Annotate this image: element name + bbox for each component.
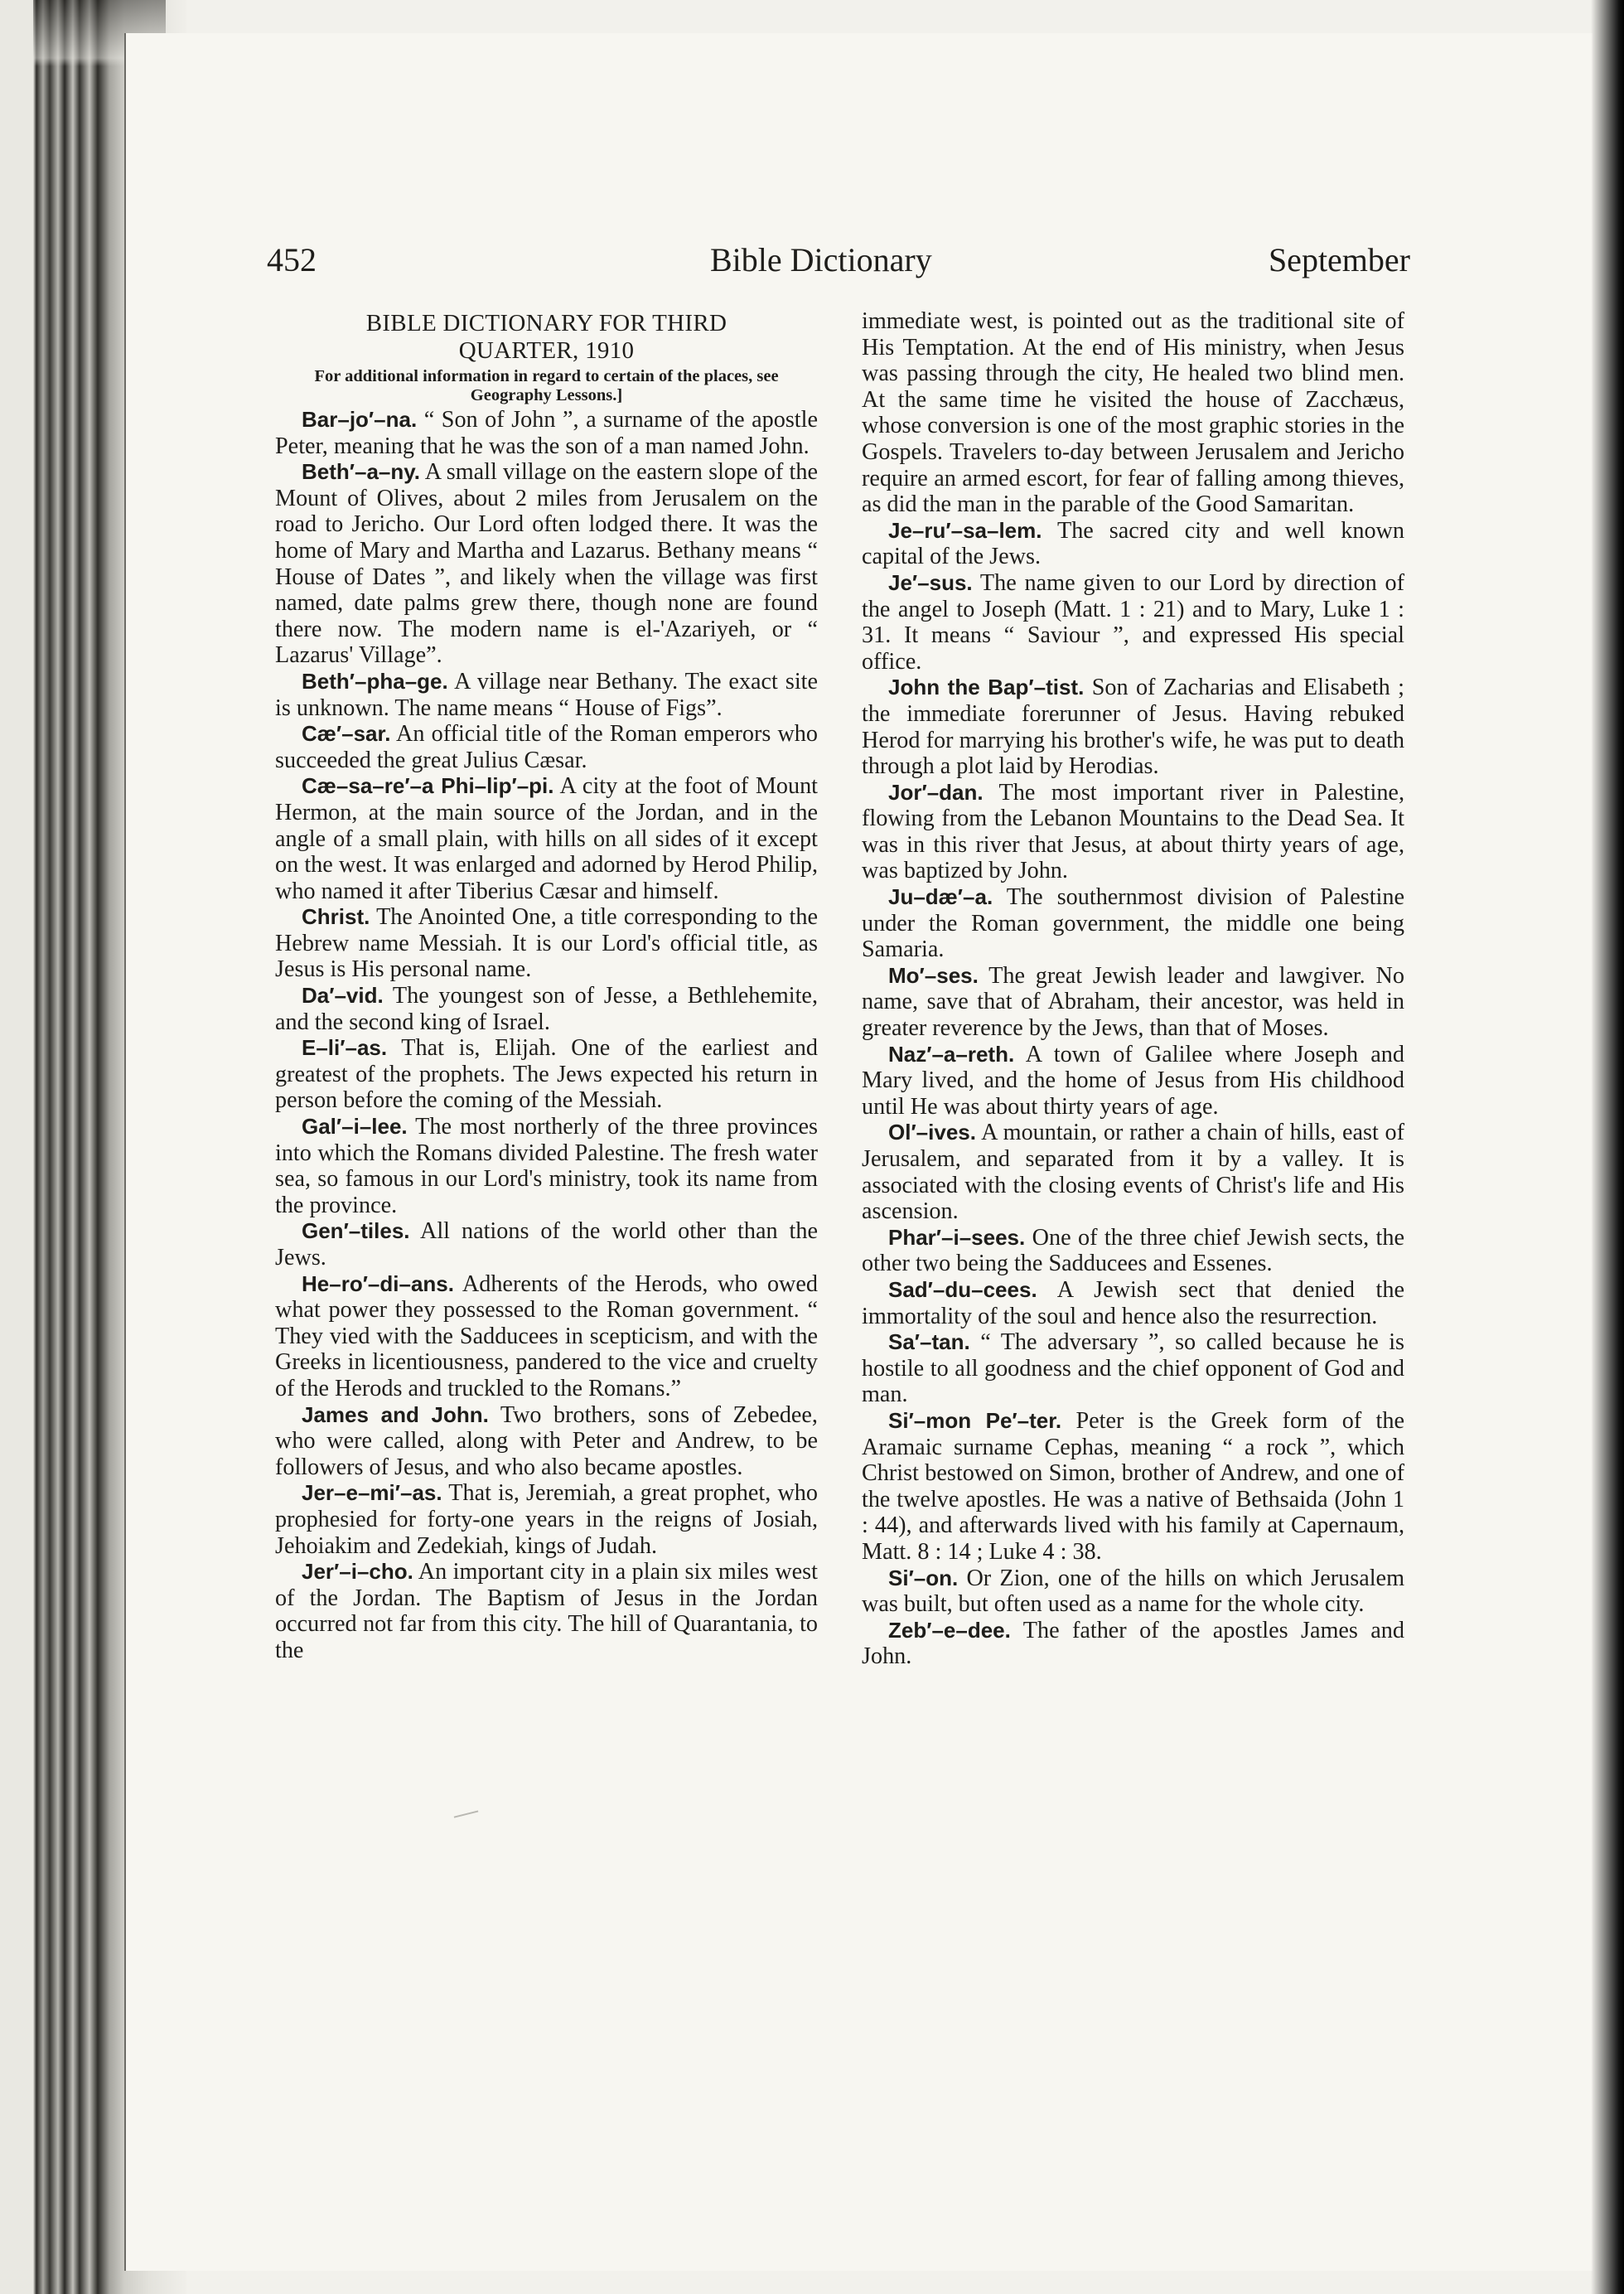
- entry-definition: The youngest son of Jesse, a Bethlehemite, and the second king of Israel.: [275, 983, 818, 1035]
- entry-headword: Sad′–du–cees.: [888, 1276, 1037, 1302]
- section-title-line1: BIBLE DICTIONARY FOR THIRD: [365, 310, 727, 336]
- dictionary-entry: [862, 570, 1404, 675]
- entry-headword: Sa′–tan.: [888, 1329, 970, 1355]
- entry-definition: A mountain, or rather a chain of hills, east of Jerusalem, and separated from it by a valley. It is associated with the closing events of Christ's life and His ascension.: [862, 1120, 1404, 1225]
- entry-headword: Si′–mon Pe′–ter.: [888, 1407, 1062, 1433]
- entry-headword: Gen′–tiles.: [302, 1218, 410, 1244]
- entry-definition: The most northerly of the three provinces into which the Romans divided Palestine. The fresh water sea, so famous in our Lord's ministry, took its name from the province.: [275, 1114, 818, 1218]
- entry-headword: John the Bap′–tist.: [888, 675, 1085, 700]
- section-note: For additional information in regard to certain of the places, see Geography Lessons.]: [314, 367, 779, 404]
- entry-headword: Je′–sus.: [888, 569, 973, 595]
- dictionary-entry: [862, 1277, 1404, 1329]
- entry-definition: The most important river in Palestine, flowing from the Lebanon Mountains to the Dead Sea. It was in this river that Jesus, at about thirty years of age, was baptized by John.: [862, 779, 1404, 884]
- dictionary-entry: [862, 1042, 1404, 1120]
- dictionary-entry: [862, 308, 1404, 518]
- entry-headword: Si′–on.: [888, 1565, 959, 1590]
- page-number: 452: [267, 241, 317, 278]
- right-entry-list: [862, 308, 1404, 1670]
- dictionary-entry: [862, 963, 1404, 1042]
- entry-headword: Cæ′–sar.: [302, 721, 391, 747]
- dictionary-entry: [862, 884, 1404, 963]
- entry-headword: Jer–e–mi′–as.: [302, 1480, 442, 1506]
- entry-headword: Jer′–i–cho.: [302, 1559, 413, 1585]
- entry-headword: James and John.: [302, 1401, 489, 1427]
- dictionary-entry: [275, 1480, 818, 1559]
- entry-headword: Ju–dæ′–a.: [888, 884, 993, 910]
- entry-definition: immediate west, is pointed out as the traditional site of His Temptation. At the end of His ministry, when Jesus was passing through the city, He healed two blind men. At the same time he visited the house of Zacchæus, whose conversion is one of the most graphic stories in the Gospels. Travelers to-day between Jerusalem and Jericho require an armed escort, for fear of falling among thieves, as did the man in the parable of the Good Samaritan.: [862, 308, 1404, 518]
- dictionary-entry: [275, 1402, 818, 1481]
- entry-headword: Beth′–a–ny.: [302, 459, 421, 485]
- entry-headword: Ol′–ives.: [888, 1120, 976, 1145]
- dictionary-entry: [275, 1114, 818, 1218]
- entry-definition: Two brothers, sons of Zebedee, who were called, along with Peter and Andrew, to be followers of Jesus, and who also became apostles.: [275, 1401, 818, 1480]
- entry-definition: One of the three chief Jewish sects, the other two being the Sadducees and Essenes.: [862, 1224, 1404, 1277]
- entry-headword: E–li′–as.: [302, 1035, 388, 1061]
- entry-headword: Mo′–ses.: [888, 962, 979, 988]
- entry-definition: A city at the foot of Mount Hermon, at the main source of the Jordan, and in the angle of a small plain, with hills on all sides of it except on the west. It was enlarged and adorned by Herod Philip, who named it after Tiberius Cæsar and himself.: [275, 773, 818, 904]
- dictionary-entry: [275, 1218, 818, 1270]
- entry-definition: The sacred city and well known capital of the Jews.: [862, 517, 1404, 570]
- entry-headword: Je–ru′–sa–lem.: [888, 517, 1042, 543]
- left-column: [275, 308, 818, 1664]
- entry-definition: The Anointed One, a title corresponding to the Hebrew name Messiah. It is our Lord's official title, as Jesus is His personal name.: [275, 904, 818, 983]
- dictionary-entry: [862, 1408, 1404, 1566]
- entry-definition: That is, Jeremiah, a great prophet, who prophesied for forty-one years in the reigns of Josiah, Jehoiakim and Zedekiah, kings of Judah.: [275, 1480, 818, 1559]
- dictionary-entry: [862, 1329, 1404, 1408]
- entry-headword: Bar–jo′–na.: [302, 407, 418, 432]
- dictionary-entry: [862, 1618, 1404, 1670]
- left-entry-list: [275, 407, 818, 1664]
- entry-headword: Da′–vid.: [302, 983, 384, 1009]
- entry-headword: Cæ–sa–re′–a Phi–lip′–pi.: [302, 773, 554, 799]
- dictionary-entry: [275, 1559, 818, 1663]
- entry-definition: An official title of the Roman emperors who succeeded the great Julius Cæsar.: [275, 721, 818, 773]
- dictionary-entry: [275, 1271, 818, 1402]
- entry-definition: Son of Zacharias and Elisabeth ; the immediate forerunner of Jesus. Having rebuked Herod for marrying his brother's wife, he was put to death through a plot laid by Herodias.: [862, 675, 1404, 780]
- dictionary-entry: [275, 721, 818, 773]
- entry-definition: A Jewish sect that denied the immortality of the soul and hence also the resurrection.: [862, 1276, 1404, 1329]
- section-title: [275, 310, 818, 365]
- entry-definition: That is, Elijah. One of the earliest and greatest of the prophets. The Jews expected his return in person before the coming of the Messiah.: [275, 1035, 818, 1114]
- dictionary-entry: [275, 459, 818, 669]
- entry-headword: Gal′–i–lee.: [302, 1114, 408, 1140]
- running-title: Bible Dictionary: [710, 241, 932, 278]
- dictionary-entry: [275, 983, 818, 1035]
- section-title-line2: QUARTER, 1910: [458, 337, 635, 364]
- dictionary-entry: [862, 1120, 1404, 1224]
- entry-definition: All nations of the world other than the Jews.: [275, 1218, 818, 1270]
- running-month: September: [1268, 241, 1410, 278]
- entry-headword: Beth′–pha–ge.: [302, 668, 448, 694]
- dictionary-entry: [862, 1225, 1404, 1277]
- dictionary-entry: [862, 518, 1404, 570]
- entry-definition: Adherents of the Herods, who owed what power they possessed to the Roman government. “ They vied with the Sadducees in scepticism, and with the Greeks in licentiousness, pandered to the vice and cruelty of the Herods and truckled to the Romans.”: [275, 1270, 818, 1401]
- entry-definition: An important city in a plain six miles west of the Jordan. The Baptism of Jesus in the Jordan occurred not far from this city. The hill of Quarantania, to the: [275, 1559, 818, 1663]
- dictionary-entry: [275, 669, 818, 721]
- dictionary-entry: [275, 407, 818, 459]
- entry-definition: The southernmost division of Palestine under the Roman government, the middle one being Samaria.: [862, 884, 1404, 963]
- entry-headword: Phar′–i–sees.: [888, 1224, 1026, 1250]
- right-edge-shadow: [1591, 0, 1624, 2294]
- entry-headword: He–ro′–di–ans.: [302, 1270, 454, 1296]
- dictionary-entry: [862, 675, 1404, 779]
- right-column: [862, 308, 1404, 1670]
- entry-headword: Naz′–a–reth.: [888, 1041, 1015, 1067]
- entry-definition: The name given to our Lord by direction of the angel to Joseph (Matt. 1 : 21) and to Mary, Luke 1 : 31. It means “ Saviour ”, and expressed His special office.: [862, 569, 1404, 675]
- dictionary-entry: [862, 1566, 1404, 1618]
- dictionary-entry: [275, 904, 818, 983]
- dictionary-entry: [275, 773, 818, 904]
- entry-definition: A town of Galilee where Joseph and Mary lived, and the home of Jesus from His childhood until He was about thirty years of age.: [862, 1041, 1404, 1120]
- entry-headword: Jor′–dan.: [888, 779, 984, 805]
- running-head: [267, 240, 1410, 290]
- entry-definition: Peter is the Greek form of the Aramaic surname Cephas, meaning “ a rock ”, which Christ bestowed on Simon, brother of Andrew, and one of the twelve apostles. He was a native of Bethsaida (John 1 : 44), and afterwards lived with his family at Capernaum, Matt. 8 : 14 ; Luke 4 : 38.: [862, 1407, 1404, 1565]
- entry-definition: A village near Bethany. The exact site is unknown. The name means “ House of Figs”.: [275, 668, 818, 721]
- dictionary-entry: [862, 780, 1404, 884]
- entry-definition: “ Son of John ”, a surname of the apostle Peter, meaning that he was the son of a man named John.: [275, 407, 818, 459]
- entry-definition: The great Jewish leader and lawgiver. No name, save that of Abraham, their ancestor, was held in greater reverence by the Jews, than that of Moses.: [862, 962, 1404, 1042]
- dictionary-entry: [275, 1035, 818, 1114]
- entry-headword: Christ.: [302, 904, 370, 930]
- entry-definition: The father of the apostles James and John.: [862, 1617, 1404, 1670]
- entry-definition: “ The adversary ”, so called because he is hostile to all goodness and the chief opponent of God and man.: [862, 1329, 1404, 1408]
- entry-definition: A small village on the eastern slope of the Mount of Olives, about 2 miles from Jerusalem on the road to Jericho. Our Lord often lodged there. It was the home of Mary and Martha and Lazarus. Bethany means “ House of Dates ”, and likely when the village was first named, date palms grew there, though none are found there now. The modern name is el-'Azariyeh, or “ Lazarus' Village”.: [275, 459, 818, 669]
- entry-definition: Or Zion, one of the hills on which Jerusalem was built, but often used as a name for the whole city.: [862, 1565, 1404, 1618]
- entry-headword: Zeb′–e–dee.: [888, 1617, 1011, 1643]
